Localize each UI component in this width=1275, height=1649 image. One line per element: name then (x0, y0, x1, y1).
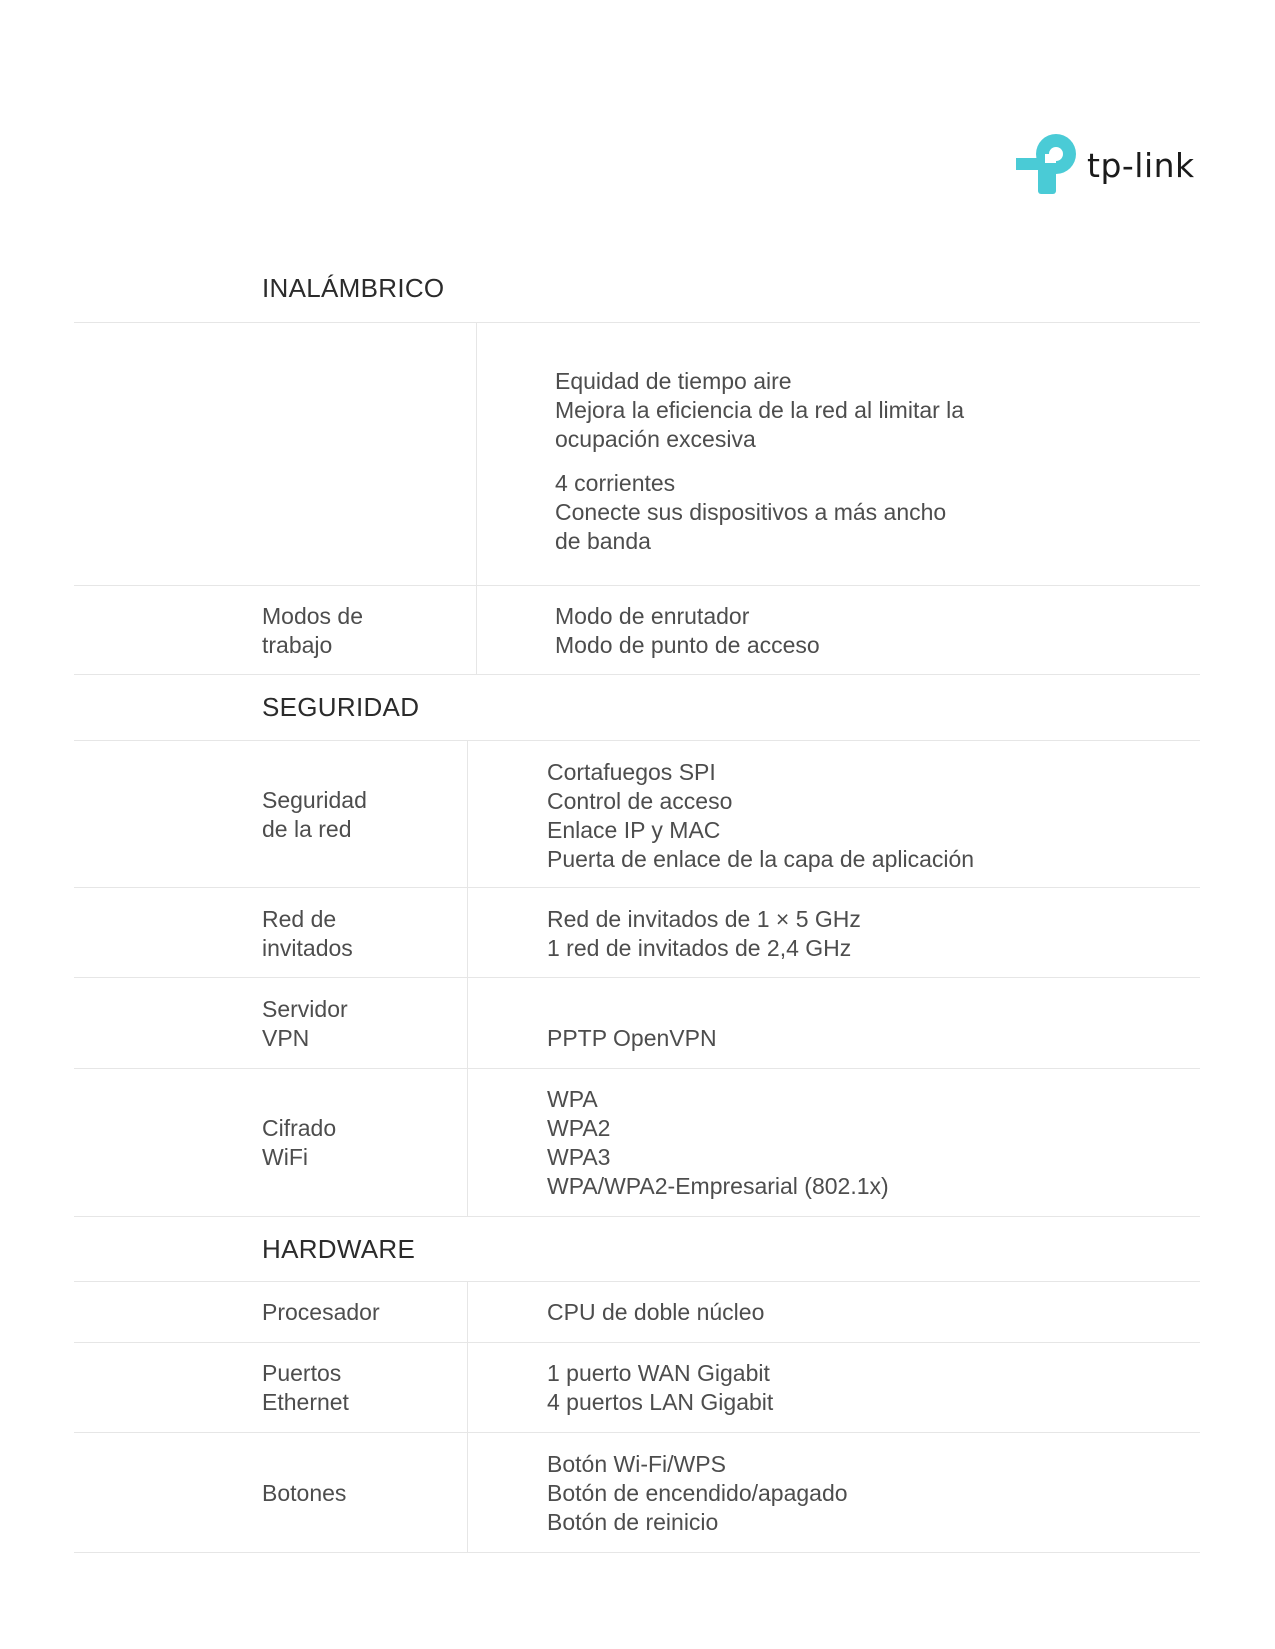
processor-label: Procesador (262, 1299, 380, 1325)
buttons-value: Botón Wi-Fi/WPS Botón de encendido/apagado Botón de reinicio (547, 1451, 848, 1535)
vpn-server-value: PPTP OpenVPN (547, 1025, 717, 1051)
column-divider (476, 323, 477, 674)
guest-network-label: Red de invitados (262, 906, 353, 961)
section-heading-wireless: INALÁMBRICO (262, 273, 445, 303)
column-divider (467, 741, 468, 1217)
section-heading-security: SEGURIDAD (262, 692, 420, 722)
ethernet-ports-label: Puertos Ethernet (262, 1360, 349, 1415)
divider (74, 740, 1200, 741)
guest-network-value: Red de invitados de 1 × 5 GHz 1 red de invitados de 2,4 GHz (547, 906, 861, 961)
working-modes-value: Modo de enrutador Modo de punto de acceso (555, 603, 820, 658)
working-modes-label: Modos de trabajo (262, 603, 364, 658)
vpn-server-label: Servidor VPN (262, 996, 348, 1051)
section-heading-hardware: HARDWARE (262, 1234, 416, 1264)
divider (74, 585, 1200, 586)
wifi-encryption-value: WPA WPA2 WPA3 WPA/WPA2-Empresarial (802.1x) (547, 1086, 889, 1199)
divider (74, 1216, 1200, 1217)
column-divider (467, 1282, 468, 1552)
divider (74, 1281, 1200, 1282)
buttons-label: Botones (262, 1480, 347, 1506)
divider (74, 1552, 1200, 1553)
divider (74, 674, 1200, 675)
divider (74, 887, 1200, 888)
divider (74, 1342, 1200, 1343)
divider (74, 1432, 1200, 1433)
wifi-encryption-label: Cifrado WiFi (262, 1115, 337, 1170)
network-security-value: Cortafuegos SPI Control de acceso Enlace IP y MAC Puerta de enlace de la capa de aplicación (547, 759, 975, 872)
wireless-features-value: Equidad de tiempo aire Mejora la eficiencia de la red al limitar la ocupación excesiva 4 corrientes Conecte sus dispositivos a más ancho de banda (555, 368, 965, 554)
network-security-label: Seguridad de la red (262, 787, 367, 842)
divider (74, 977, 1200, 978)
processor-value: CPU de doble núcleo (547, 1299, 765, 1325)
divider (74, 322, 1200, 323)
divider (74, 1068, 1200, 1069)
ethernet-ports-value: 1 puerto WAN Gigabit 4 puertos LAN Gigabit (547, 1360, 774, 1415)
brand-name: tp-link (1087, 146, 1195, 185)
